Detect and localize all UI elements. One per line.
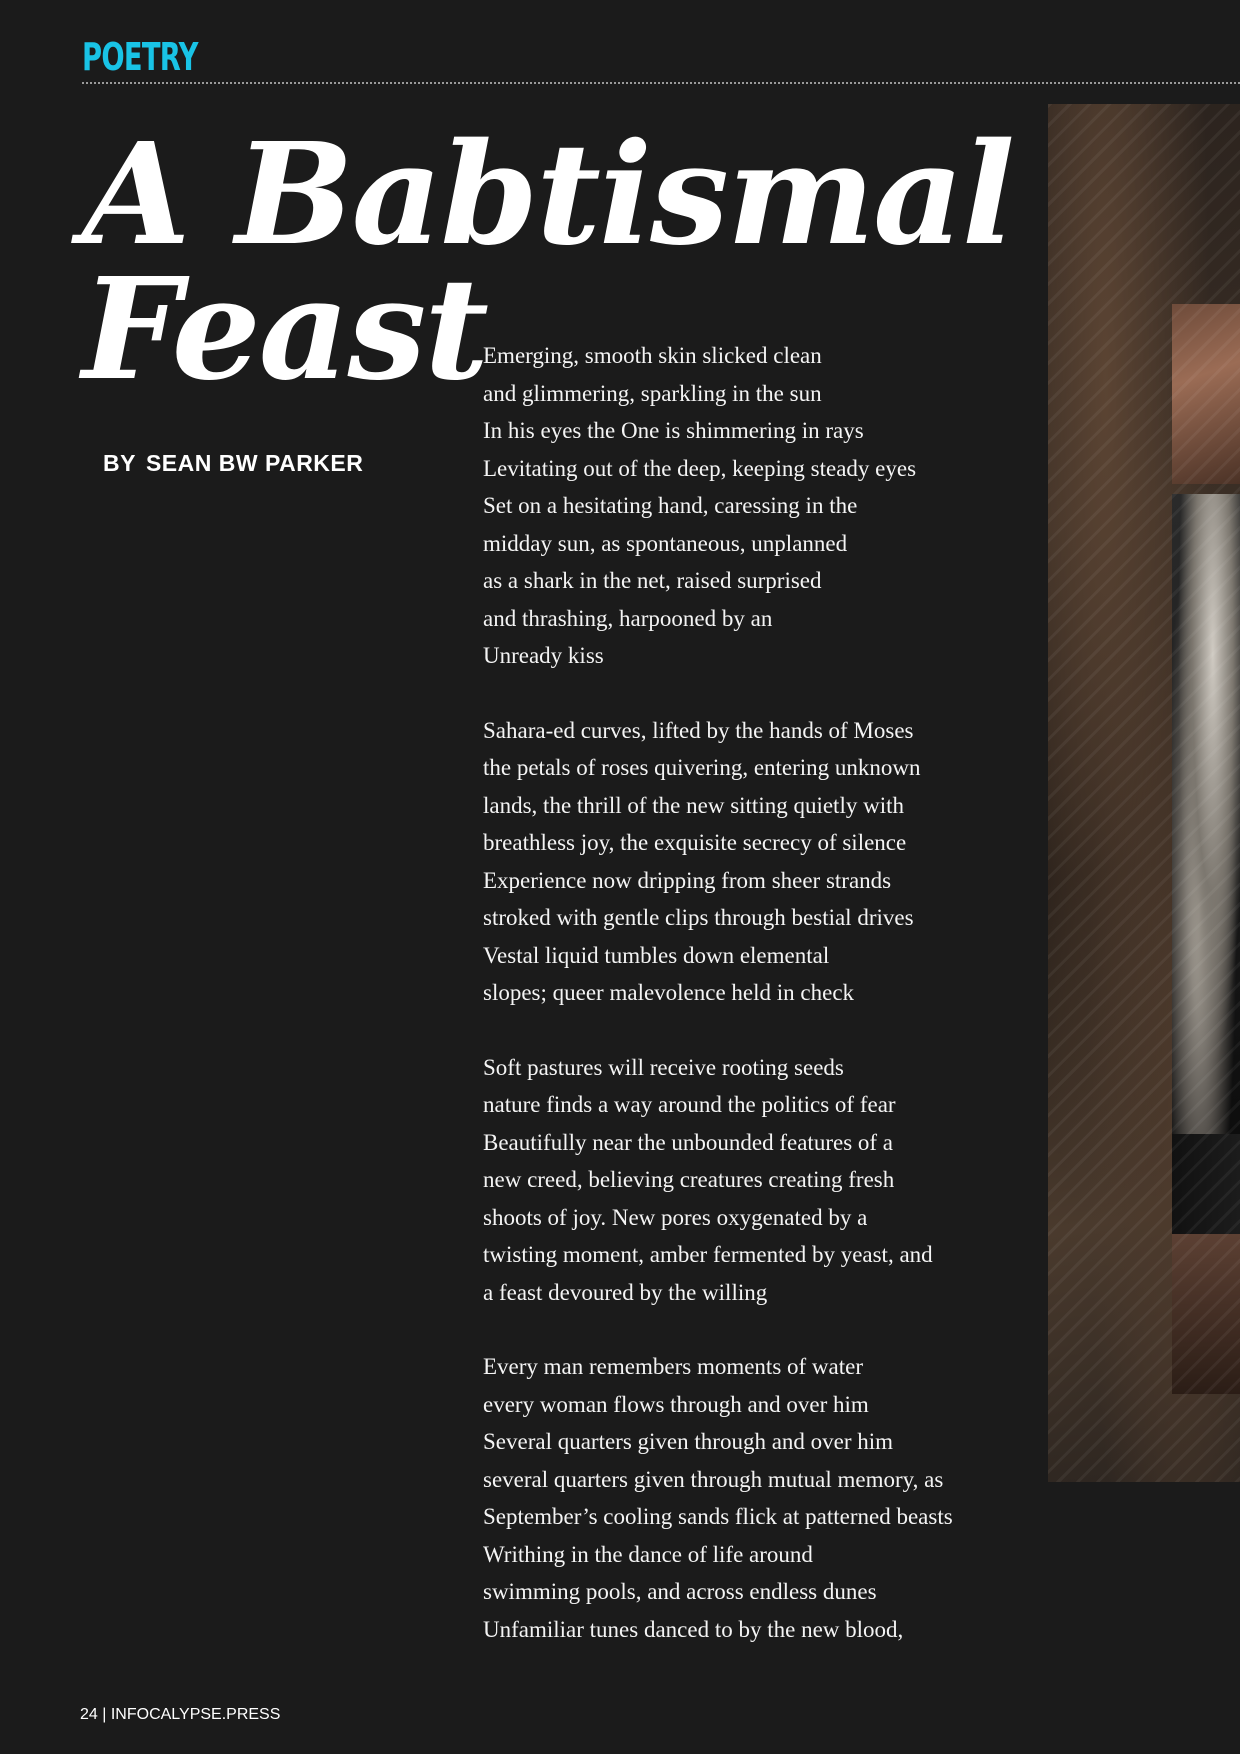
poem-line: swimming pools, and across endless dunes — [483, 1579, 877, 1604]
poem-line: Levitating out of the deep, keeping steady eyes — [483, 455, 917, 481]
author-name: SEAN BW PARKER — [145, 450, 364, 476]
poem-line: midday sun, as spontaneous, unplanned — [483, 530, 848, 556]
poem-line: Unfamiliar tunes danced to by the new blood, — [483, 1616, 904, 1642]
title-line-2: Feast — [82, 248, 488, 412]
poem-line: as a shark in the net, raised surprised — [483, 568, 822, 593]
poem-stanza — [483, 337, 1003, 675]
byline-prefix: BY — [103, 450, 136, 476]
section-label: POETRY — [82, 35, 198, 79]
poem-line: lands, the thrill of the new sitting quietly with — [483, 792, 904, 818]
poem-line: and glimmering, sparkling in the sun — [483, 380, 822, 406]
poem-line: In his eyes the One is shimmering in rays — [483, 418, 864, 443]
byline — [103, 450, 363, 477]
poem-stanza — [483, 712, 1003, 1012]
poem-line: and thrashing, harpooned by an — [483, 605, 773, 631]
poem-line: Set on a hesitating hand, caressing in the — [483, 493, 858, 518]
page-footer — [80, 1706, 280, 1724]
poem-line: new creed, believing creatures creating fresh — [483, 1167, 895, 1192]
poem-line: Beautifully near the unbounded features of a — [483, 1129, 894, 1155]
poem-line: Sahara-ed curves, lifted by the hands of Moses — [483, 717, 914, 743]
poem-body — [483, 337, 1003, 1685]
poem-line: Several quarters given through and over him — [483, 1429, 894, 1454]
poem-line: Soft pastures will receive rooting seeds — [483, 1054, 844, 1080]
poem-line: Every man remembers moments of water — [483, 1354, 864, 1379]
poem-line: shoots of joy. New pores oxygenated by a — [483, 1204, 868, 1230]
poem-line: slopes; queer malevolence held in check — [483, 980, 855, 1005]
poem-line: several quarters given through mutual memory, as — [483, 1466, 944, 1492]
artwork-texture — [1048, 104, 1240, 1482]
page-number: 24 — [80, 1706, 98, 1723]
poem-line: Unready kiss — [483, 643, 604, 668]
poem-stanza — [483, 1348, 1003, 1648]
poem-line: Vestal liquid tumbles down elemental — [483, 942, 830, 968]
poem-line: breathless joy, the exquisite secrecy of silence — [483, 830, 907, 855]
poem-line: stroked with gentle clips through bestial drives — [483, 905, 914, 930]
poem-line: Writhing in the dance of life around — [483, 1541, 813, 1567]
footer-site[interactable]: INFOCALYPSE.PRESS — [110, 1706, 281, 1723]
poem-line: nature finds a way around the politics of fear — [483, 1092, 896, 1117]
title-line-1: A Babtismal — [82, 113, 1013, 277]
footer-separator: | — [102, 1706, 107, 1723]
poem-line: a feast devoured by the willing — [483, 1279, 768, 1305]
poem-line: twisting moment, amber fermented by yeast, and — [483, 1242, 933, 1267]
poem-line: September’s cooling sands flick at patterned beasts — [483, 1504, 953, 1529]
header-divider — [82, 82, 1240, 84]
poem-line: every woman flows through and over him — [483, 1391, 869, 1417]
poem-line: the petals of roses quivering, entering unknown — [483, 755, 921, 780]
poem-stanza — [483, 1049, 1003, 1312]
artwork-image — [1048, 104, 1240, 1482]
poem-line: Experience now dripping from sheer strands — [483, 867, 892, 893]
poem-line: Emerging, smooth skin slicked clean — [483, 343, 822, 368]
